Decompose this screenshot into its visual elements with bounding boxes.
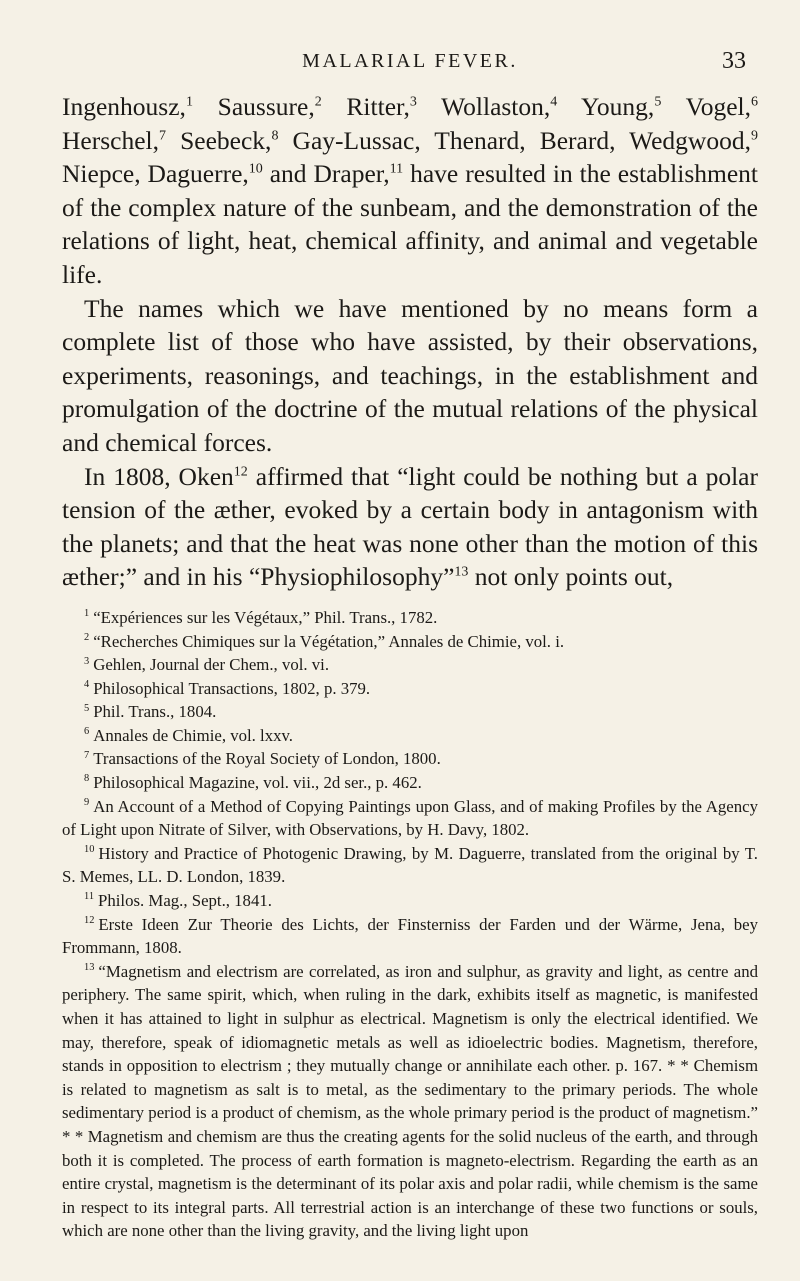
footnotes — [62, 606, 758, 1243]
footnote — [62, 842, 758, 889]
footnote-mark: 2 — [84, 631, 90, 643]
text-run: Herschel, — [62, 125, 159, 155]
body-paragraph — [62, 460, 758, 594]
footnote — [62, 677, 758, 701]
text-run: Ritter, — [321, 92, 410, 121]
running-head — [62, 0, 758, 74]
footnote-text: Gehlen, Journal der Chem., vol. vi. — [93, 655, 330, 675]
footnote-text: An Account of a Method of Copying Paintings upon Glass, and of making Profiles by the Agency of Light upon Nitrate of Silver, with Observations, by H. Davy, 1802. — [62, 796, 758, 840]
text-run: Gay-Lussac, Thenard, Berard, Wedgwood, — [278, 125, 751, 155]
text-run: In 1808, Oken — [84, 461, 234, 491]
footnote-text: “Expériences sur les Végétaux,” Phil. Trans., 1782. — [93, 607, 438, 627]
footnote-text: Transactions of the Royal Society of London, 1800. — [93, 749, 441, 769]
footnote-reference: 6 — [750, 94, 758, 110]
footnote-reference: 3 — [409, 94, 417, 110]
body-paragraph — [62, 292, 758, 460]
footnote-reference: 2 — [314, 94, 322, 110]
footnote — [62, 630, 758, 654]
text-run: have resulted in the establishment of the complex nature of the sunbeam, and the demonstration of the relations of light, heat, chemical affinity, and animal and vegetable life. — [62, 159, 758, 289]
text-run: Vogel, — [661, 92, 751, 121]
footnote-text: Philosophical Magazine, vol. vii., 2d ser., p. 462. — [93, 773, 422, 793]
footnote-text: Philos. Mag., Sept., 1841. — [98, 891, 272, 911]
text-run: Niepce, Daguerre, — [62, 159, 249, 189]
footnote — [62, 747, 758, 771]
footnote-mark: 1 — [84, 608, 90, 620]
footnote-reference: 4 — [550, 94, 558, 110]
footnote-mark: 10 — [84, 844, 95, 856]
footnote-reference: 12 — [233, 464, 248, 480]
footnote — [62, 913, 758, 960]
footnote-reference: 7 — [159, 128, 167, 144]
running-title: MALARIAL FEVER. — [302, 50, 518, 72]
footnote-reference: 9 — [750, 128, 758, 144]
footnote-text: Erste Ideen Zur Theorie des Lichts, der Finsterniss der Farden und der Wärme, Jena, bey Frommann, 1808. — [62, 914, 758, 958]
footnote-text: Phil. Trans., 1804. — [93, 702, 217, 722]
main-text — [62, 90, 758, 594]
footnote-mark: 8 — [84, 773, 90, 785]
footnote-reference: 13 — [454, 564, 469, 580]
footnote — [62, 960, 758, 1243]
footnote-text: Annales de Chimie, vol. lxxv. — [93, 725, 293, 745]
footnote-reference: 11 — [389, 161, 404, 177]
footnote-text: “Magnetism and electrism are correlated, as iron and sulphur, as gravity and light, as centre and periphery. The same spirit, which, when ruling in the dark, exhibits itself as magnetic, is manifested when it has attained to light in sulphur as electrical. Magnetism is only the electrical identified. We may, therefore, speak of idiomagnetic metals as well as idioelectric bodies. Magnetism, therefore, stands in opposition to electrism ; they mutually change or annihilate each other. p. 167. * * Chemism is related to magnetism as salt is to metal, as the sedimentary to the primary periods. The whole sedimentary period is a product of chemism, as the whole primary period is the product of magnetism.” * * Magnetism and chemism are thus the creating agents for the solid nucleus of the earth, and through both it is completed. The process of earth formation is magneto-electrism. Regarding the earth as an entire crystal, magnetism is the determinant of its polar axis and polar radii, while chemism is the same in respect to its integral parts. All terrestrial action is an interchange of these two functions or souls, which are none other than the living gravity, and the living light upon — [62, 961, 758, 1241]
footnote-mark: 13 — [84, 962, 95, 974]
footnote-reference: 10 — [248, 161, 263, 177]
footnote — [62, 606, 758, 630]
body-paragraph — [62, 90, 758, 292]
footnote — [62, 700, 758, 724]
text-run: Wollaston, — [416, 92, 551, 121]
text-run: The names which we have mentioned by no means form a complete list of those who have assisted, by their observations, experiments, reasonings, and teachings, in the establishment and promulgation of the doctrine of the mutual relations of the physical and chemical forces. — [62, 293, 758, 457]
book-page — [62, 0, 758, 1243]
footnote — [62, 889, 758, 913]
footnote-mark: 9 — [84, 797, 90, 809]
footnote-mark: 7 — [84, 749, 90, 761]
text-run: Young, — [557, 92, 655, 121]
page-number: 33 — [722, 48, 746, 74]
footnote-reference: 8 — [271, 128, 279, 144]
footnote-text: Philosophical Transactions, 1802, p. 379. — [93, 678, 371, 698]
footnote-mark: 3 — [84, 655, 90, 667]
footnote-mark: 5 — [84, 702, 90, 714]
footnote — [62, 724, 758, 748]
footnote-mark: 6 — [84, 726, 90, 738]
text-run: Ingenhousz, — [62, 92, 186, 121]
footnote — [62, 795, 758, 842]
text-run: Saussure, — [192, 92, 315, 121]
footnote-text: History and Practice of Photogenic Drawing, by M. Daguerre, translated from the original by T. S. Memes, LL. D. London, 1839. — [62, 843, 758, 887]
text-run: and Draper, — [262, 159, 390, 189]
footnote-reference: 5 — [654, 94, 662, 110]
text-run: not only points out, — [468, 562, 674, 592]
footnote-text: “Recherches Chimiques sur la Végétation,” Annales de Chimie, vol. i. — [93, 631, 565, 651]
footnote-mark: 12 — [84, 915, 95, 927]
text-run: Seebeck, — [166, 125, 272, 155]
footnote-mark: 11 — [84, 891, 95, 903]
text-run: affirmed that “light could be nothing but a polar tension of the æther, evoked by a certain body in antagonism with the planets; and that the heat was none other than the motion of this æther;” and in his “Physiophilosophy” — [62, 461, 758, 592]
footnote-mark: 4 — [84, 679, 90, 691]
footnote — [62, 653, 758, 677]
footnote-reference: 1 — [185, 94, 193, 110]
footnote — [62, 771, 758, 795]
